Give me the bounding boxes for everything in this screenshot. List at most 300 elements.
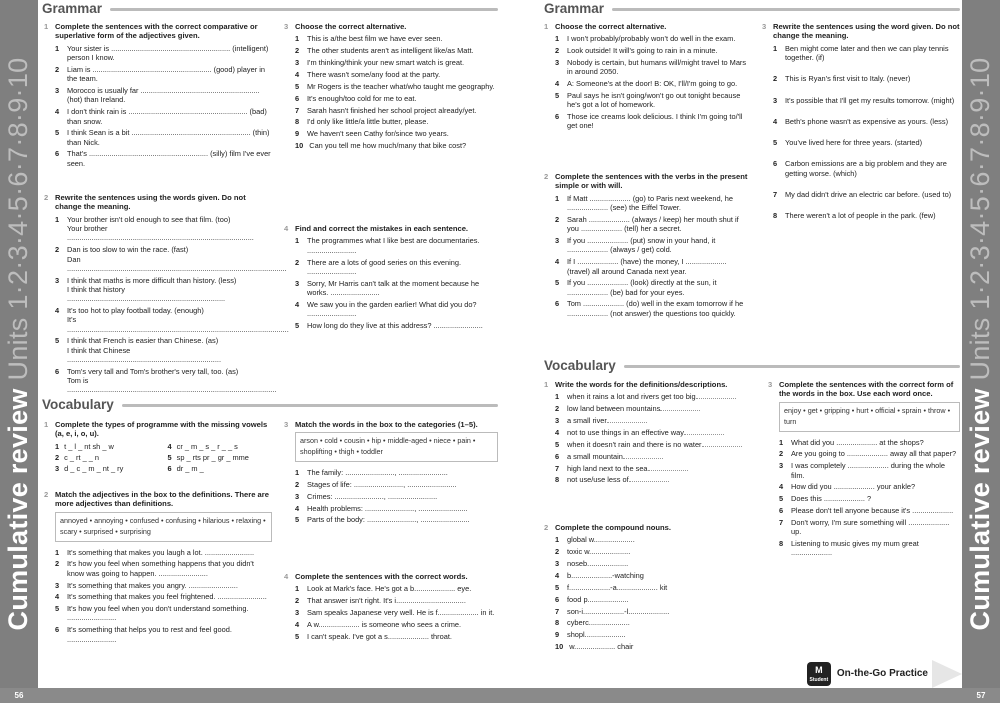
- exercise-heading: [544, 172, 750, 191]
- item-text: high land next to the sea: [567, 464, 756, 473]
- exercise-vocab-3: [284, 420, 498, 527]
- list-item[interactable]: [44, 149, 272, 168]
- item-number: 1: [295, 236, 300, 246]
- list-item[interactable]: [284, 300, 498, 319]
- item-number: 5: [555, 582, 560, 592]
- exercise-number: 4: [284, 224, 289, 233]
- list-item[interactable]: [544, 236, 750, 255]
- item-number: 2: [555, 46, 560, 56]
- list-item[interactable]: [544, 559, 756, 568]
- item-text: A: Someone's at the door! B: OK, I'll/I'm going to go.: [567, 79, 738, 89]
- exercise-instruction: Complete the compound nouns.: [555, 523, 672, 532]
- exercise-instruction: Complete the sentences with the correct words.: [295, 572, 468, 581]
- list-item[interactable]: [544, 46, 750, 55]
- list-item[interactable]: [762, 211, 960, 220]
- answer-line[interactable]: [660, 410, 700, 411]
- list-item[interactable]: [168, 442, 273, 451]
- item-number: 2: [295, 596, 300, 606]
- list-item[interactable]: [284, 504, 498, 513]
- item-number: 1: [295, 584, 300, 594]
- item-number: 6: [295, 93, 300, 103]
- arrow-icon: [932, 660, 962, 688]
- item-number: 3: [295, 491, 300, 501]
- exercise-number: 2: [544, 172, 549, 181]
- item-text: Crimes: ........................, ........................: [307, 491, 438, 501]
- item-text: shopl....................: [567, 630, 626, 640]
- item-number: 6: [773, 159, 778, 169]
- list-item[interactable]: [44, 128, 272, 147]
- item-number: 8: [295, 117, 300, 127]
- item-text: It's something that makes you angry. ........................: [67, 580, 238, 590]
- item-number: 3: [555, 236, 560, 246]
- item-number: 1: [555, 34, 560, 44]
- item-number: 2: [55, 65, 60, 75]
- item-number: 5: [295, 320, 300, 330]
- item-text: It's something that makes you feel frightened. ........................: [67, 592, 267, 602]
- exercise-heading: [284, 420, 498, 429]
- list-item[interactable]: [44, 604, 272, 623]
- item-number: 5: [555, 278, 560, 288]
- answer-prompt[interactable]: Your brother ...........................................................................................: [67, 224, 254, 243]
- spine-title: Cumulative review: [3, 388, 34, 631]
- exercise-instruction: Complete the types of programme with the missing vowels (a, e, i, o, u).: [55, 420, 268, 439]
- exercise-instruction: Match the adjectives in the box to the definitions. There are more adjectives than definitions.: [55, 490, 269, 509]
- item-text: toxic w....................: [567, 547, 631, 557]
- list-item[interactable]: [768, 518, 960, 537]
- exercise-vocab-4: [284, 572, 498, 644]
- answer-line[interactable]: [702, 446, 742, 447]
- item-number: 4: [555, 428, 560, 438]
- list-item[interactable]: [284, 141, 498, 150]
- item-text: a small mountain: [567, 452, 756, 461]
- item-number: 3: [779, 461, 784, 471]
- item-text: This is a/the best film we have ever seen.: [307, 34, 443, 44]
- exercise-vocab-1: [44, 420, 272, 474]
- exercise-heading: [284, 572, 498, 581]
- list-item[interactable]: [544, 416, 756, 425]
- item-number: 5: [773, 138, 778, 148]
- item-text: Nobody is certain, but humans will/might travel to Mars in around 2050.: [567, 58, 747, 77]
- answer-prompt[interactable]: I think that history .............................................................................: [67, 284, 226, 304]
- right-vocabulary-title: Vocabulary: [544, 358, 960, 375]
- list-item[interactable]: [768, 539, 960, 558]
- left-spine: [0, 0, 38, 688]
- list-item[interactable]: [544, 404, 756, 413]
- item-text: Can you tell me how much/many that bike cost?: [309, 141, 467, 151]
- item-number: 2: [555, 215, 560, 225]
- item-text: c _ rt _ _ n: [64, 453, 100, 463]
- list-item[interactable]: [544, 215, 750, 234]
- item-text: Beth's phone wasn't as expensive as yours. (less): [785, 116, 949, 126]
- item-number: 6: [779, 506, 784, 516]
- item-number: 3: [55, 275, 60, 285]
- list-item[interactable]: [762, 44, 960, 63]
- item-number: 10: [295, 141, 304, 151]
- list-item[interactable]: [544, 299, 750, 318]
- right-spine: [962, 0, 1000, 688]
- answer-line[interactable]: [696, 398, 736, 399]
- list-item[interactable]: [44, 548, 272, 557]
- exercise-number: 3: [284, 420, 289, 429]
- item-number: 2: [779, 449, 784, 459]
- item-text: I think Sean is a bit .......................................................... (thin) than Nick.: [67, 128, 270, 147]
- item-text: b....................-watching: [567, 571, 644, 581]
- item-text: I won't probably/probably won't do well in the exam.: [567, 34, 736, 44]
- item-number: 6: [555, 451, 560, 461]
- item-text: It's too hot to play football today. (enough) It's ............................................................................................................: [67, 306, 289, 334]
- item-number: 5: [555, 439, 560, 449]
- item-number: 5: [167, 453, 172, 463]
- item-text: The other students aren't as intelligent like/as Matt.: [307, 46, 474, 56]
- item-text: Does this .................... ?: [791, 494, 872, 504]
- list-item[interactable]: [168, 464, 273, 473]
- item-number: 8: [773, 211, 778, 221]
- list-item[interactable]: [44, 107, 272, 126]
- list-item[interactable]: [544, 452, 756, 461]
- exercise-heading: [768, 380, 960, 399]
- item-text: cr _ m _ s _ r _ _ s: [176, 441, 238, 451]
- list-item[interactable]: [762, 159, 960, 178]
- answer-line[interactable]: [684, 434, 724, 435]
- word-box: enjoy • get • gripping • hurt • official • sprain • throw • turn: [779, 402, 960, 432]
- item-number: 3: [555, 559, 560, 569]
- item-number: 2: [295, 46, 300, 56]
- item-number: 8: [555, 475, 560, 485]
- exercise-heading: [544, 380, 756, 389]
- exercise-r-vocab-2: [544, 523, 756, 654]
- exercise-r-vocab-1: [544, 380, 756, 487]
- item-number: 4: [555, 571, 560, 581]
- page-number-right: 57: [976, 691, 986, 700]
- list-item[interactable]: [544, 475, 756, 484]
- list-item[interactable]: [544, 79, 750, 88]
- item-number: 4: [55, 306, 60, 315]
- item-number: 5: [555, 91, 560, 101]
- list-item[interactable]: [284, 632, 498, 641]
- item-number: 7: [555, 463, 560, 473]
- exercise-number: 4: [284, 572, 289, 581]
- list-item[interactable]: [544, 618, 756, 627]
- item-text: What did you .................... at the shops?: [791, 437, 924, 447]
- list-item[interactable]: [544, 440, 756, 449]
- list-item[interactable]: [44, 559, 272, 578]
- answer-prompt[interactable]: It's ............................................................................................................: [67, 315, 289, 334]
- list-item[interactable]: [544, 583, 756, 592]
- item-text: Are you going to .................... away all that paper?: [791, 449, 957, 459]
- item-number: 6: [555, 594, 560, 604]
- answer-prompt[interactable]: Dan ...........................................................................................................: [67, 254, 287, 273]
- item-number: 2: [555, 404, 560, 414]
- exercise-instruction: Rewrite the sentences using the words given. Do not change the meaning.: [55, 193, 246, 212]
- list-item[interactable]: [55, 464, 160, 473]
- item-text: w.................... chair: [569, 642, 634, 652]
- item-text: There are a lots of good series on this evening. ........................: [307, 257, 462, 276]
- item-text: Morocco is usually far .......................................................... (hot) than Ireland.: [67, 86, 260, 105]
- item-text: I can't speak. I've got a s.................... throat.: [307, 631, 452, 641]
- list-item[interactable]: [768, 461, 960, 480]
- item-number: 9: [295, 129, 300, 139]
- item-number: 1: [555, 535, 560, 545]
- list-item[interactable]: [544, 571, 756, 580]
- item-text: low land between mountains: [567, 404, 756, 413]
- list-item[interactable]: [544, 642, 756, 651]
- list-item[interactable]: [762, 138, 960, 147]
- list-item[interactable]: [544, 194, 750, 213]
- list-item[interactable]: [284, 236, 498, 255]
- exercise-heading: [284, 22, 498, 31]
- item-number: 8: [555, 618, 560, 628]
- exercise-number: 3: [284, 22, 289, 31]
- item-text: Paul says he isn't going/won't go out tonight because he's got a lot of homework.: [567, 91, 741, 110]
- item-text: It's how you feel when something happens that you didn't know was going to happen. ........................: [67, 559, 254, 578]
- exercise-r-grammar-3: [762, 22, 960, 232]
- answer-line[interactable]: [607, 422, 647, 423]
- item-number: 1: [773, 43, 778, 53]
- exercise-vocab-2: [44, 490, 272, 646]
- list-item[interactable]: [284, 258, 498, 277]
- list-item[interactable]: [44, 245, 287, 273]
- item-number: 2: [55, 453, 60, 463]
- list-item[interactable]: [284, 321, 498, 330]
- list-item[interactable]: [44, 44, 272, 63]
- exercise-number: 1: [544, 380, 549, 389]
- exercise-number: 2: [544, 523, 549, 532]
- item-number: 9: [555, 630, 560, 640]
- item-text: f....................-a.................... kit: [567, 582, 668, 592]
- item-number: 1: [555, 392, 560, 402]
- list-item[interactable]: [284, 620, 498, 629]
- item-text: Sam speaks Japanese very well. He is f.................... in it.: [307, 608, 495, 618]
- item-text: not to use things in an effective way: [567, 428, 756, 437]
- answer-prompt[interactable]: I think that Chinese ...........................................................................: [67, 345, 222, 364]
- item-number: 1: [55, 214, 60, 224]
- item-number: 3: [55, 86, 60, 96]
- list-item[interactable]: [284, 46, 498, 55]
- exercise-instruction: Choose the correct alternative.: [295, 22, 407, 31]
- list-item[interactable]: [544, 547, 756, 556]
- item-text: We haven't seen Cathy for/since two years.: [307, 129, 449, 139]
- item-number: 3: [295, 58, 300, 68]
- answer-line[interactable]: [648, 470, 688, 471]
- exercise-instruction: Match the words in the box to the categories (1–5).: [295, 420, 478, 429]
- item-number: 2: [295, 479, 300, 489]
- list-item[interactable]: [44, 276, 272, 304]
- list-item[interactable]: [768, 449, 960, 458]
- list-item[interactable]: [284, 480, 498, 489]
- item-text: cyberc....................: [567, 618, 630, 628]
- item-text: d _ c _ m _ nt _ ry: [64, 464, 124, 474]
- exercise-instruction: Write the words for the definitions/descriptions.: [555, 380, 728, 389]
- list-item[interactable]: [284, 70, 498, 79]
- list-item[interactable]: [544, 607, 756, 616]
- list-item[interactable]: [44, 625, 272, 644]
- exercise-heading: [284, 224, 498, 233]
- on-the-go-practice-banner[interactable]: [799, 660, 962, 688]
- list-item[interactable]: [284, 468, 498, 477]
- list-item[interactable]: [284, 129, 498, 138]
- list-item[interactable]: [284, 608, 498, 617]
- item-text: Your brother isn't old enough to see that film. (too) Your brother ...........................................................................................: [67, 214, 254, 243]
- exercise-instruction: Complete the sentences with the correct form of the words in the box. Use each word once.: [779, 380, 954, 399]
- on-the-go-label: On-the-Go Practice: [836, 667, 928, 679]
- list-item[interactable]: [44, 86, 272, 105]
- list-item[interactable]: [544, 278, 750, 297]
- exercise-heading: [44, 193, 272, 212]
- exercise-grammar-3: [284, 22, 498, 153]
- exercise-number: 2: [44, 490, 49, 499]
- list-item[interactable]: [284, 492, 498, 501]
- item-text: Carbon emissions are a big problem and they are getting worse. (which): [785, 159, 947, 178]
- item-text: food p....................: [567, 594, 629, 604]
- list-item[interactable]: [762, 96, 960, 105]
- exercise-heading: [44, 490, 272, 509]
- item-text: Sarah .................... (always / keep) her mouth shut if you .................... (tell) her a secret.: [567, 215, 739, 234]
- item-text: a small river: [567, 416, 756, 425]
- list-item[interactable]: [544, 630, 756, 639]
- list-item[interactable]: [768, 438, 960, 447]
- item-text: I think that French is easier than Chinese. (as) I think that Chinese ...........................................................................: [67, 336, 222, 364]
- list-item[interactable]: [768, 494, 960, 503]
- list-item[interactable]: [44, 366, 277, 395]
- item-text: Look at Mark's face. He's got a b.................... eye.: [307, 584, 472, 594]
- item-text: Tom's very tall and Tom's brother's very tall, too. (as) Tom is ......................................................................................................: [67, 366, 277, 395]
- list-item[interactable]: [544, 257, 750, 276]
- item-text: It's something that makes you laugh a lot. ........................: [67, 547, 255, 557]
- item-text: It's how you feel when you don't understand something. ........................: [67, 604, 249, 623]
- item-number: 5: [55, 336, 60, 346]
- list-item[interactable]: [544, 392, 756, 401]
- list-item[interactable]: [768, 506, 960, 515]
- list-item[interactable]: [284, 82, 498, 91]
- item-number: 5: [295, 81, 300, 91]
- item-number: 7: [555, 606, 560, 616]
- list-item[interactable]: [544, 428, 756, 437]
- item-number: 4: [55, 592, 60, 602]
- list-item[interactable]: [44, 581, 272, 590]
- item-number: 4: [295, 503, 300, 513]
- list-item[interactable]: [544, 535, 756, 544]
- spine-units: Units 1·2·3·4·5·6·7·8·9·10: [965, 57, 996, 381]
- list-item[interactable]: [44, 592, 272, 601]
- answer-prompt[interactable]: Tom is ......................................................................................................: [67, 375, 277, 395]
- exercise-grammar-2: [44, 193, 289, 397]
- list-item[interactable]: [284, 58, 498, 67]
- exercise-number: 2: [44, 193, 49, 202]
- list-item[interactable]: [284, 279, 498, 298]
- list-item[interactable]: [55, 442, 160, 451]
- spine-units: Units 1·2·3·4·5·6·7·8·9·10: [3, 57, 34, 381]
- list-item[interactable]: [762, 190, 960, 199]
- item-text: Look outside! It will's going to rain in a minute.: [567, 46, 718, 56]
- item-text: t _ l _ nt sh _ w: [64, 441, 114, 451]
- list-item[interactable]: [762, 74, 960, 83]
- item-text: Please don't tell anyone because it's ....................: [791, 506, 954, 516]
- page-number-left: 56: [14, 691, 24, 700]
- item-text: noseb....................: [567, 559, 629, 569]
- item-text: Those ice creams look delicious. I think I'm going to/'ll get one!: [567, 112, 743, 131]
- list-item[interactable]: [168, 453, 273, 462]
- macmillan-logo: M Student: [807, 662, 831, 686]
- answer-line[interactable]: [629, 481, 669, 482]
- exercise-r-grammar-2: [544, 172, 750, 321]
- list-item[interactable]: [544, 112, 750, 131]
- item-text: Listening to music gives my mum great ....................: [791, 538, 919, 558]
- list-item[interactable]: [544, 464, 756, 473]
- exercise-number: 1: [44, 22, 49, 31]
- list-item[interactable]: [284, 106, 498, 115]
- item-text: If you .................... (put) snow in your hand, it .................... (always / get) cold.: [567, 236, 716, 255]
- exercise-number: 1: [544, 22, 549, 31]
- item-text: not use/use less of: [567, 475, 756, 484]
- item-number: 7: [295, 105, 300, 115]
- item-number: 1: [295, 34, 300, 44]
- list-item[interactable]: [544, 595, 756, 604]
- list-item[interactable]: [544, 58, 750, 77]
- footer-bar: [0, 688, 1000, 703]
- item-text: Dan is too slow to win the race. (fast) Dan ...........................................................................................................: [67, 245, 287, 273]
- item-number: 5: [295, 515, 300, 525]
- list-item[interactable]: [284, 94, 498, 103]
- list-item[interactable]: [284, 34, 498, 43]
- item-number: 5: [295, 631, 300, 641]
- list-item[interactable]: [768, 482, 960, 491]
- item-number: 6: [55, 149, 60, 159]
- item-text: Health problems: ........................, ........................: [307, 503, 468, 513]
- exercise-number: 1: [44, 420, 49, 429]
- exercise-heading: [44, 22, 272, 41]
- item-text: I was completely .................... during the whole film.: [791, 461, 946, 480]
- item-text: Sorry, Mr Harris can't talk at the moment because he works. ........................: [307, 278, 480, 297]
- item-number: 4: [555, 257, 560, 267]
- right-grammar-title: Grammar: [544, 1, 960, 18]
- list-item[interactable]: [284, 117, 498, 126]
- list-item[interactable]: [44, 336, 272, 364]
- item-number: 5: [55, 128, 60, 138]
- item-text: dr _ m _: [176, 464, 204, 474]
- item-number: 4: [295, 299, 300, 309]
- left-vocabulary-title: Vocabulary: [42, 397, 498, 414]
- item-number: 4: [555, 79, 560, 89]
- item-text: son-i....................-l....................: [567, 606, 670, 616]
- list-item[interactable]: [284, 596, 498, 605]
- answer-line[interactable]: [623, 458, 663, 459]
- item-number: 3: [555, 58, 560, 68]
- list-item[interactable]: [55, 453, 160, 462]
- item-text: when it doesn't rain and there is no water: [567, 440, 756, 449]
- list-item[interactable]: [544, 34, 750, 43]
- list-item[interactable]: [44, 306, 289, 334]
- item-number: 6: [55, 625, 60, 635]
- list-item[interactable]: [284, 584, 498, 593]
- item-text: There weren't a lot of people in the park. (few): [785, 211, 936, 221]
- list-item[interactable]: [284, 515, 498, 524]
- list-item[interactable]: [44, 215, 272, 243]
- item-text: There wasn't some/any food at the party.: [307, 70, 441, 80]
- list-item[interactable]: [44, 65, 272, 84]
- item-text: sp _ rts pr _ gr _ mme: [176, 453, 249, 463]
- item-text: Mr Rogers is the teacher what/who taught me geography.: [307, 81, 495, 91]
- item-number: 3: [555, 416, 560, 426]
- list-item[interactable]: [544, 91, 750, 110]
- exercise-heading: [544, 523, 756, 532]
- word-box: annoyed • annoying • confused • confusing • hilarious • relaxing • scary • surprised • surprising: [55, 512, 272, 542]
- item-number: 1: [555, 193, 560, 203]
- item-text: Sarah hasn't finished her school project already/yet.: [307, 105, 477, 115]
- item-text: If I .................... (have) the money, I .................... (travel) all around Canada next year.: [567, 257, 727, 276]
- list-item[interactable]: [762, 117, 960, 126]
- item-number: 2: [55, 559, 60, 569]
- item-number: 4: [773, 116, 778, 126]
